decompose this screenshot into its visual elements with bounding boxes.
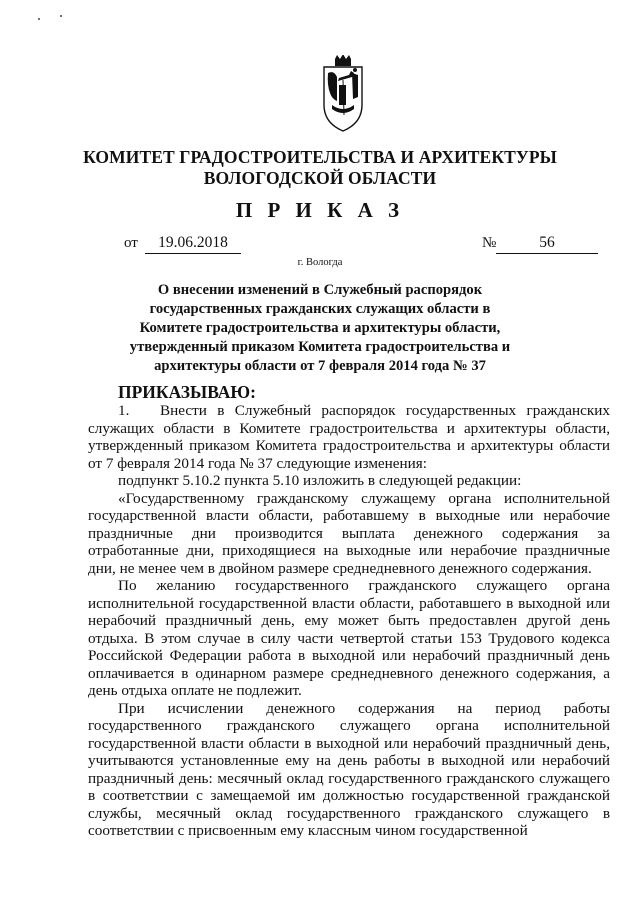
organization-name [0,147,640,189]
document-body [88,402,610,840]
document-subject: О внесении изменений в Служебный распорядок государственных гражданских служащих области в Комитете градостроительства и архитектуры области, утвержденный приказом Комитета градостроительства и архитектуры области от 7 февраля 2014 года № 37 [129,282,511,374]
number-label: № [482,235,497,251]
date-number-row [0,233,640,257]
date-label: от [124,235,138,251]
document-type-title: П Р И К А З [235,198,405,222]
organization-line-1: КОМИТЕТ ГРАДОСТРОИТЕЛЬСТВА И АРХИТЕКТУРЫ [83,147,557,167]
city: г. Вологда [297,257,343,268]
number-value: 56 [496,233,598,254]
paragraph-4: При исчислении денежного содержания на период работы государственного гражданского служащего органа исполнительной государственной власти области в выходной или нерабочий праздничный день, учитываются установленные ему на день работы в выходной или нерабочий праздничный день: месячный оклад государственного гражданского служащего в соответствии с замещаемой им должностью государственной гражданской службы, месячный оклад государственного гражданского служащего в соответствии с присвоенным ему классным чином государственной [88,699,610,839]
paragraph-2: «Государственному гражданскому служащему органа исполнительной государственной власти области, работавшему в выходные или нерабочие праздничные дни производится выплата денежного содержания за отработанные дни, приходящиеся на выходные или нерабочие праздничные дни, не менее чем в двойном размере среднедневного денежного содержания. [88,489,610,577]
paragraph-3: По желанию государственного гражданского служащего органа исполнительной государственной власти области, работавшего в выходной или нерабочий праздничный день, ему может быть предоставлен другой день отдыха. В этом случае в силу части четвертой статьи 153 Трудового кодекса Российской Федерации работа в выходной или нерабочий праздничный день оплачивается в одинарном размере среднедневного денежного содержания, а день отдыха оплате не подлежит. [88,577,610,699]
item-1 [88,402,610,472]
order-word: ПРИКАЗЫВАЮ: [118,382,256,402]
scan-speck [60,15,62,17]
vologda-coat-of-arms-icon [322,55,364,133]
item-1-text: Внести в Служебный распорядок государственных гражданских служащих области в Комитете градостроительства и архитектуры области, утвержденный приказом Комитета градостроительства и архитектуры области от 7 февраля 2014 года № 37 следующие изменения: [88,402,610,472]
scan-speck [38,18,40,20]
paragraph-1: подпункт 5.10.2 пункта 5.10 изложить в следующей редакции: [118,472,522,489]
item-1-number: 1. [118,402,130,419]
organization-line-2: ВОЛОГОДСКОЙ ОБЛАСТИ [203,168,437,188]
date-value: 19.06.2018 [145,233,241,254]
